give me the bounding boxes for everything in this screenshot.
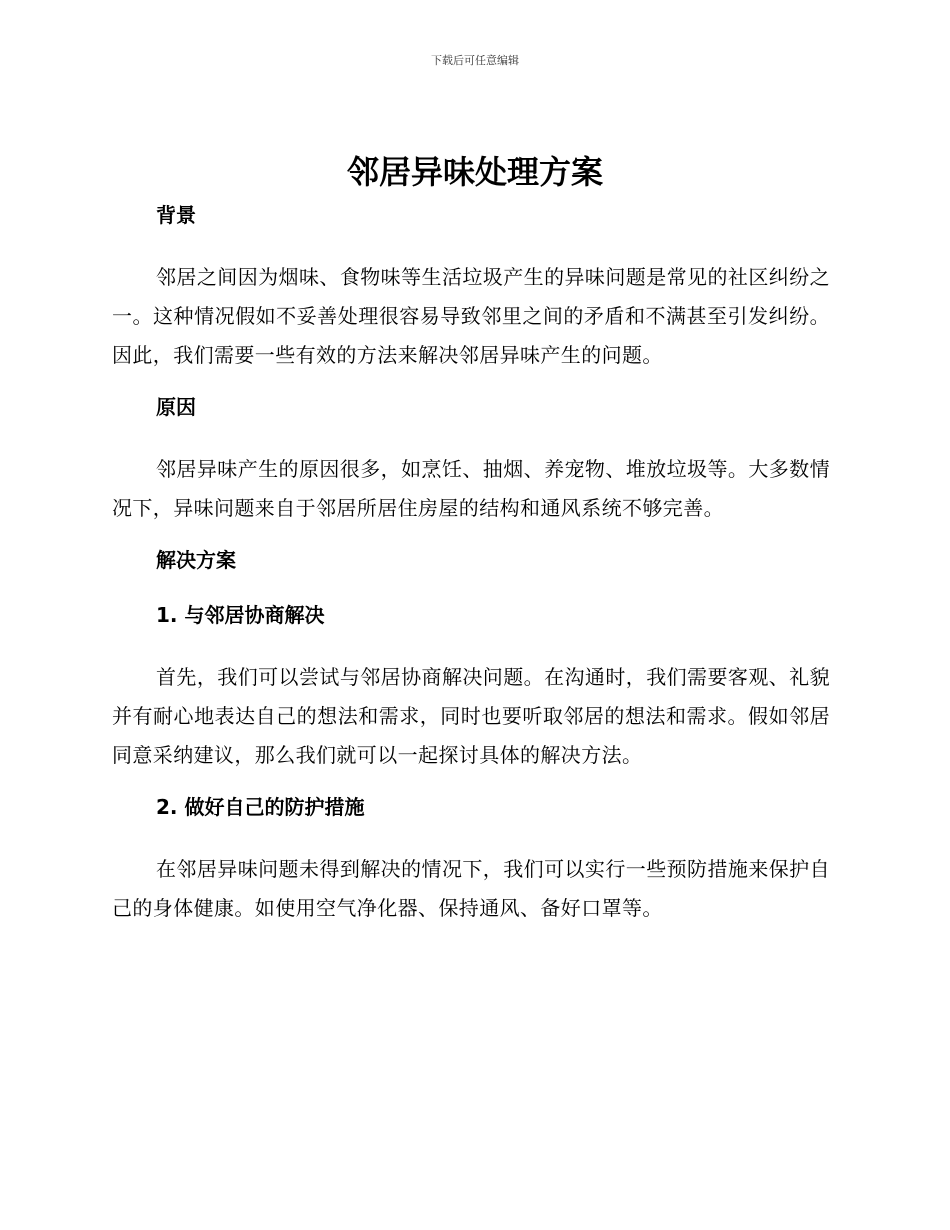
section-heading-protection: 2. 做好自己的防护措施	[156, 795, 365, 819]
section-heading-negotiate: 1. 与邻居协商解决	[156, 603, 325, 627]
section-heading-cause: 原因	[156, 395, 196, 419]
page-header-note: 下载后可任意编辑	[431, 54, 519, 67]
paragraph-background: 邻居之间因为烟味、食物味等生活垃圾产生的异味问题是常见的社区纠纷之一。这种情况假如不妥善处理很容易导致邻里之间的矛盾和不满甚至引发纠纷。因此，我们需要一些有效的方法来解决邻居异味产生的问题。	[112, 265, 830, 367]
paragraph-protection: 在邻居异味问题未得到解决的情况下，我们可以实行一些预防措施来保护自己的身体健康。如使用空气净化器、保持通风、备好口罩等。	[112, 857, 830, 920]
document-body	[112, 200, 830, 945]
section-heading-background: 背景	[156, 203, 196, 227]
paragraph-cause: 邻居异味产生的原因很多，如烹饪、抽烟、养宠物、堆放垃圾等。大多数情况下，异味问题来自于邻居所居住房屋的结构和通风系统不够完善。	[112, 457, 830, 520]
section-heading-solutions: 解决方案	[156, 548, 236, 572]
paragraph-negotiate: 首先，我们可以尝试与邻居协商解决问题。在沟通时，我们需要客观、礼貌并有耐心地表达自己的想法和需求，同时也要听取邻居的想法和需求。假如邻居同意采纳建议，那么我们就可以一起探讨具体的解决方法。	[112, 665, 830, 767]
document-title: 邻居异味处理方案	[346, 153, 603, 191]
